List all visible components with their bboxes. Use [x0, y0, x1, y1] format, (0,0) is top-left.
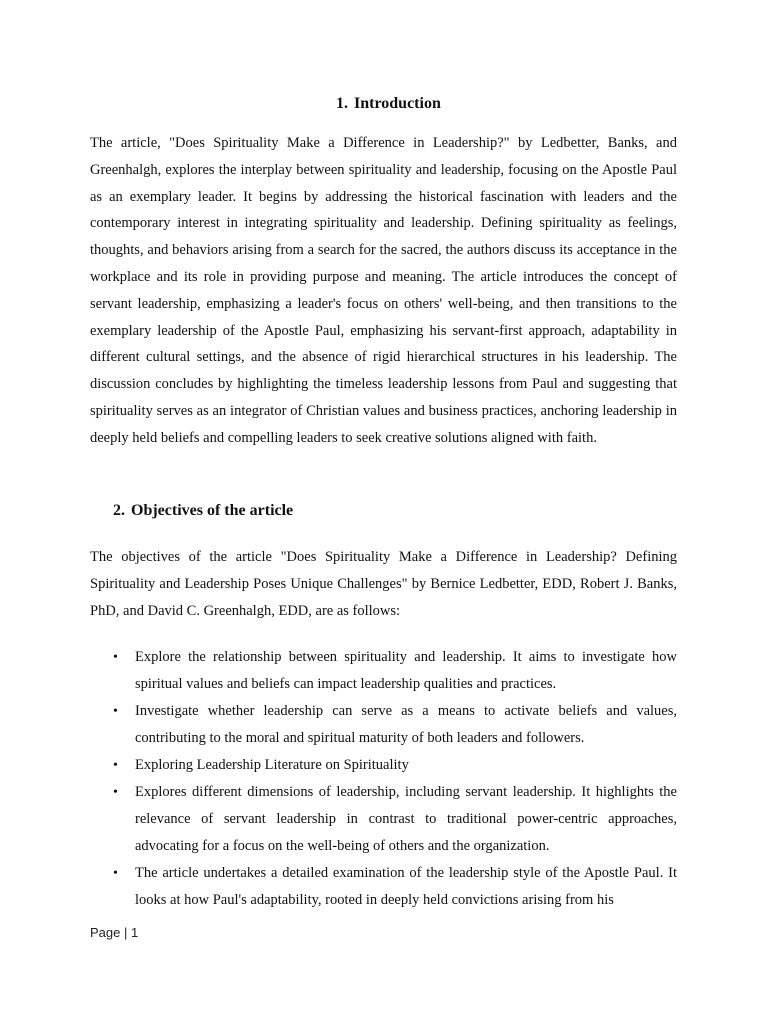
- section-heading-objectives: [113, 501, 293, 521]
- bullet-icon: •: [113, 650, 118, 665]
- list-item-text: Investigate whether leadership can serve as a means to activate beliefs and values, contributing to the moral and spiritual maturity of both leaders and followers.: [135, 703, 677, 746]
- section-title: Introduction: [354, 95, 441, 112]
- list-item: [90, 779, 677, 860]
- section-number: 1.: [336, 95, 348, 112]
- section-heading-introduction: [336, 94, 441, 114]
- section-number: 2.: [113, 502, 125, 519]
- list-item-text: Explores different dimensions of leadership, including servant leadership. It highlights the relevance of servant leadership in contrast to traditional power-centric approaches, advocating for a focus on the well-being of others and the organization.: [135, 784, 677, 854]
- objectives-bullet-list: [90, 644, 677, 914]
- bullet-icon: •: [113, 785, 118, 800]
- page-footer: Page | 1: [90, 925, 139, 940]
- section-title: Objectives of the article: [131, 502, 294, 519]
- list-item: [90, 752, 677, 779]
- list-item-text: Exploring Leadership Literature on Spirituality: [135, 757, 409, 773]
- introduction-paragraph: The article, "Does Spirituality Make a Difference in Leadership?" by Ledbetter, Banks, and Greenhalgh, explores the interplay between spirituality and leadership, focusing on the Apostle Paul as an exemplary leader. It begins by addressing the historical fascination with leaders and the contemporary interest in integrating spirituality and leadership. Defining spirituality as feelings, thoughts, and behaviors arising from a search for the sacred, the authors discuss its acceptance in the workplace and its role in providing purpose and meaning. The article introduces the concept of servant leadership, emphasizing a leader's focus on others' well-being, and then transitions to the exemplary leadership of the Apostle Paul, emphasizing his servant-first approach, adaptability in different cultural settings, and the absence of rigid hierarchical structures in his leadership. The discussion concludes by highlighting the timeless leadership lessons from Paul and suggesting that spirituality serves as an integrator of Christian values and business practices, anchoring leadership in deeply held beliefs and compelling leaders to seek creative solutions aligned with faith.: [90, 135, 677, 446]
- bullet-icon: •: [113, 866, 118, 881]
- bullet-icon: •: [113, 758, 118, 773]
- list-item: [90, 698, 677, 752]
- bullet-icon: •: [113, 704, 118, 719]
- list-item-text: Explore the relationship between spirituality and leadership. It aims to investigate how spiritual values and beliefs can impact leadership qualities and practices.: [135, 649, 677, 692]
- objectives-intro-paragraph: The objectives of the article "Does Spirituality Make a Difference in Leadership? Defining Spirituality and Leadership Poses Unique Challenges" by Bernice Ledbetter, EDD, Robert J. Banks, PhD, and David C. Greenhalgh, EDD, are as follows:: [90, 549, 677, 619]
- list-item: [90, 860, 677, 914]
- list-item-text: The article undertakes a detailed examination of the leadership style of the Apostle Paul. It looks at how Paul's adaptability, rooted in deeply held convictions arising from his: [135, 865, 677, 908]
- list-item: [90, 644, 677, 698]
